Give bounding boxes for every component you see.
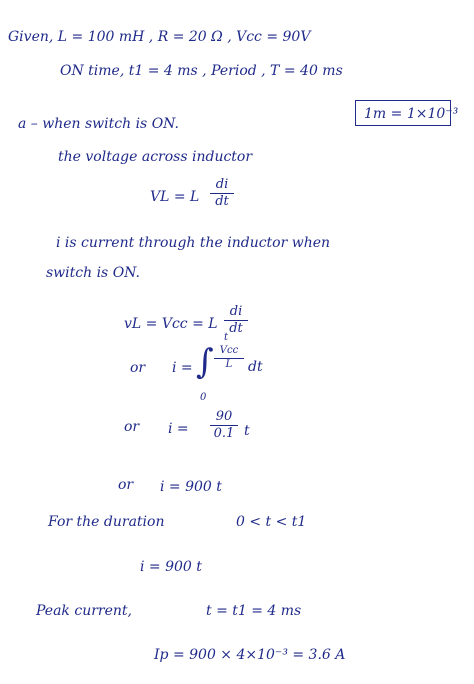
current-definition-line2: switch is ON. (46, 265, 140, 281)
eq4-or: or (118, 477, 134, 493)
integral-sign-icon: ∫ (196, 342, 214, 382)
eq2-or: or (130, 360, 146, 376)
eq3-tail: t (244, 423, 250, 439)
duration-range: 0 < t < t1 (236, 514, 307, 530)
current-definition-line1: i is current through the inductor when (56, 235, 331, 251)
eq2-fraction-num: Vcc (219, 345, 239, 356)
eq3-or: or (124, 419, 140, 435)
eq1-lhs: vL = Vcc = L (124, 316, 218, 332)
on-time-line: ON time, t1 = 4 ms , Period , T = 40 ms (60, 63, 343, 79)
given-line: Given, L = 100 mH , R = 20 Ω , Vcc = 90V (8, 29, 311, 45)
vl-equation-lhs: VL = L (150, 189, 200, 205)
part-a-heading: a – when switch is ON. (18, 116, 179, 132)
eq1-fraction-num: di (229, 304, 243, 319)
eq3-fraction-den: 0.1 (213, 425, 235, 441)
voltage-intro: the voltage across inductor (58, 149, 253, 165)
eq1-fraction-den: dt (229, 320, 243, 336)
eq1-fraction (224, 305, 248, 335)
duration-label: For the duration (48, 514, 165, 530)
eq2-fraction (214, 346, 244, 370)
eq3-lhs: i = (168, 421, 189, 437)
eq2-tail: dt (248, 359, 263, 375)
peak-result: Ip = 900 × 4×10⁻³ = 3.6 A (154, 647, 346, 663)
vl-fraction (210, 178, 234, 208)
eq2-fraction-den: L (225, 358, 233, 370)
peak-current-label: Peak current, (36, 603, 132, 619)
eq2-upper-limit: t (224, 332, 229, 343)
peak-condition: t = t1 = 4 ms (206, 603, 302, 619)
eq3-fraction-num: 90 (215, 409, 233, 424)
vl-fraction-den: dt (215, 193, 229, 209)
boxed-note-text: 1m = 1×10⁻³ (364, 106, 459, 122)
eq2-lhs: i = (172, 360, 193, 376)
eq2-lower-limit: 0 (200, 392, 207, 403)
boxed-note (355, 100, 459, 126)
eq5: i = 900 t (140, 559, 202, 575)
vl-fraction-num: di (215, 177, 229, 192)
eq4: i = 900 t (160, 479, 222, 495)
eq3-fraction (210, 410, 238, 440)
